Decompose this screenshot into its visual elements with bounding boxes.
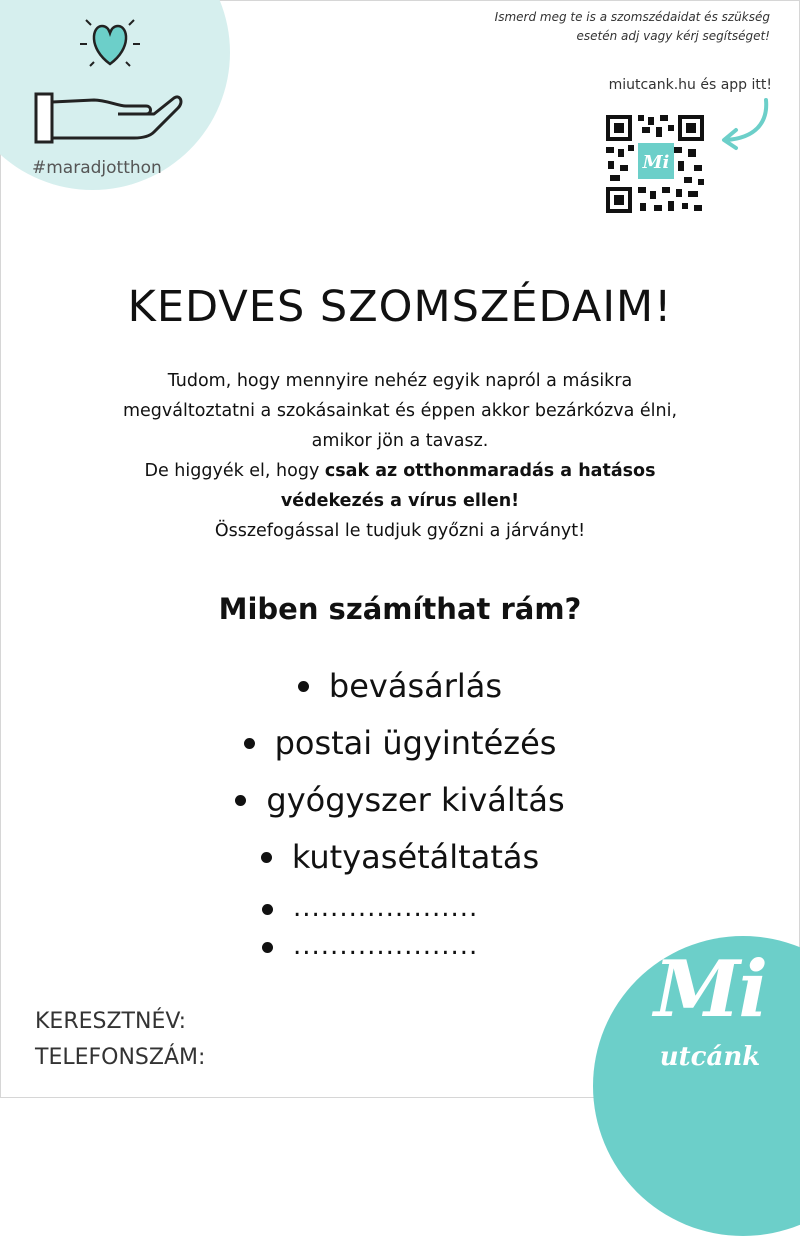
bullet-icon [261,852,272,863]
intro-note [410,8,770,46]
body-line-1: Tudom, hogy mennyire nehéz egyik napról a másikra [167,371,633,391]
list-item [0,658,800,715]
intro-line-1: Ismerd meg te is a szomszédaidat és szükség [494,10,770,24]
app-link-text: miutcank.hu és app itt! [608,77,772,93]
list-item [0,829,800,886]
intro-line-2: esetén adj vagy kérj segítséget! [576,29,770,43]
first-name-label: KERESZTNÉV: [35,1009,187,1034]
heart-icon [78,14,142,70]
qr-code [604,113,706,215]
subheading: Miben számíthat rám? [218,592,582,626]
blank-list [262,892,478,968]
help-list [0,658,800,886]
arrow-icon [716,96,772,152]
hand-icon [34,86,184,146]
phone-label: TELEFONSZÁM: [35,1045,206,1070]
body-text [100,366,700,546]
page-title: KEDVES SZOMSZÉDAIM! [127,282,673,332]
form-labels [35,1004,205,1076]
body-line-4-prefix: De higgyék el, hogy [144,461,325,481]
blank-list-item [262,930,478,968]
bullet-icon [244,738,255,749]
blank-list-item [262,892,478,930]
qr-logo-label: Mi [642,152,670,173]
body-line-4 [100,456,700,486]
blank-line: .................... [293,893,479,923]
list-item-label: kutyasétáltatás [291,838,540,876]
list-item [0,715,800,772]
bullet-icon [262,942,273,953]
list-item-label: bevásárlás [328,667,503,705]
body-line-3: amikor jön a tavasz. [311,431,489,451]
body-line-2: megváltoztatni a szokásainkat és éppen akkor bezárkózva élni, [122,401,678,421]
logo-mi: Mi [654,944,766,1035]
body-line-5-bold: védekezés a vírus ellen! [280,491,520,511]
bullet-icon [262,904,273,915]
bullet-icon [235,795,246,806]
body-line-4-bold: csak az otthonmaradás a hatásos [324,461,656,481]
blank-line: .................... [293,931,479,961]
logo-utcank: utcánk [659,1042,761,1072]
body-line-5 [100,486,700,516]
list-item-label: postai ügyintézés [274,724,557,762]
list-item [0,772,800,829]
body-line-6: Összefogással le tudjuk győzni a járványt! [214,521,586,541]
hashtag: #maradjotthon [32,158,162,178]
list-item-label: gyógyszer kiváltás [266,781,565,819]
bullet-icon [298,681,309,692]
